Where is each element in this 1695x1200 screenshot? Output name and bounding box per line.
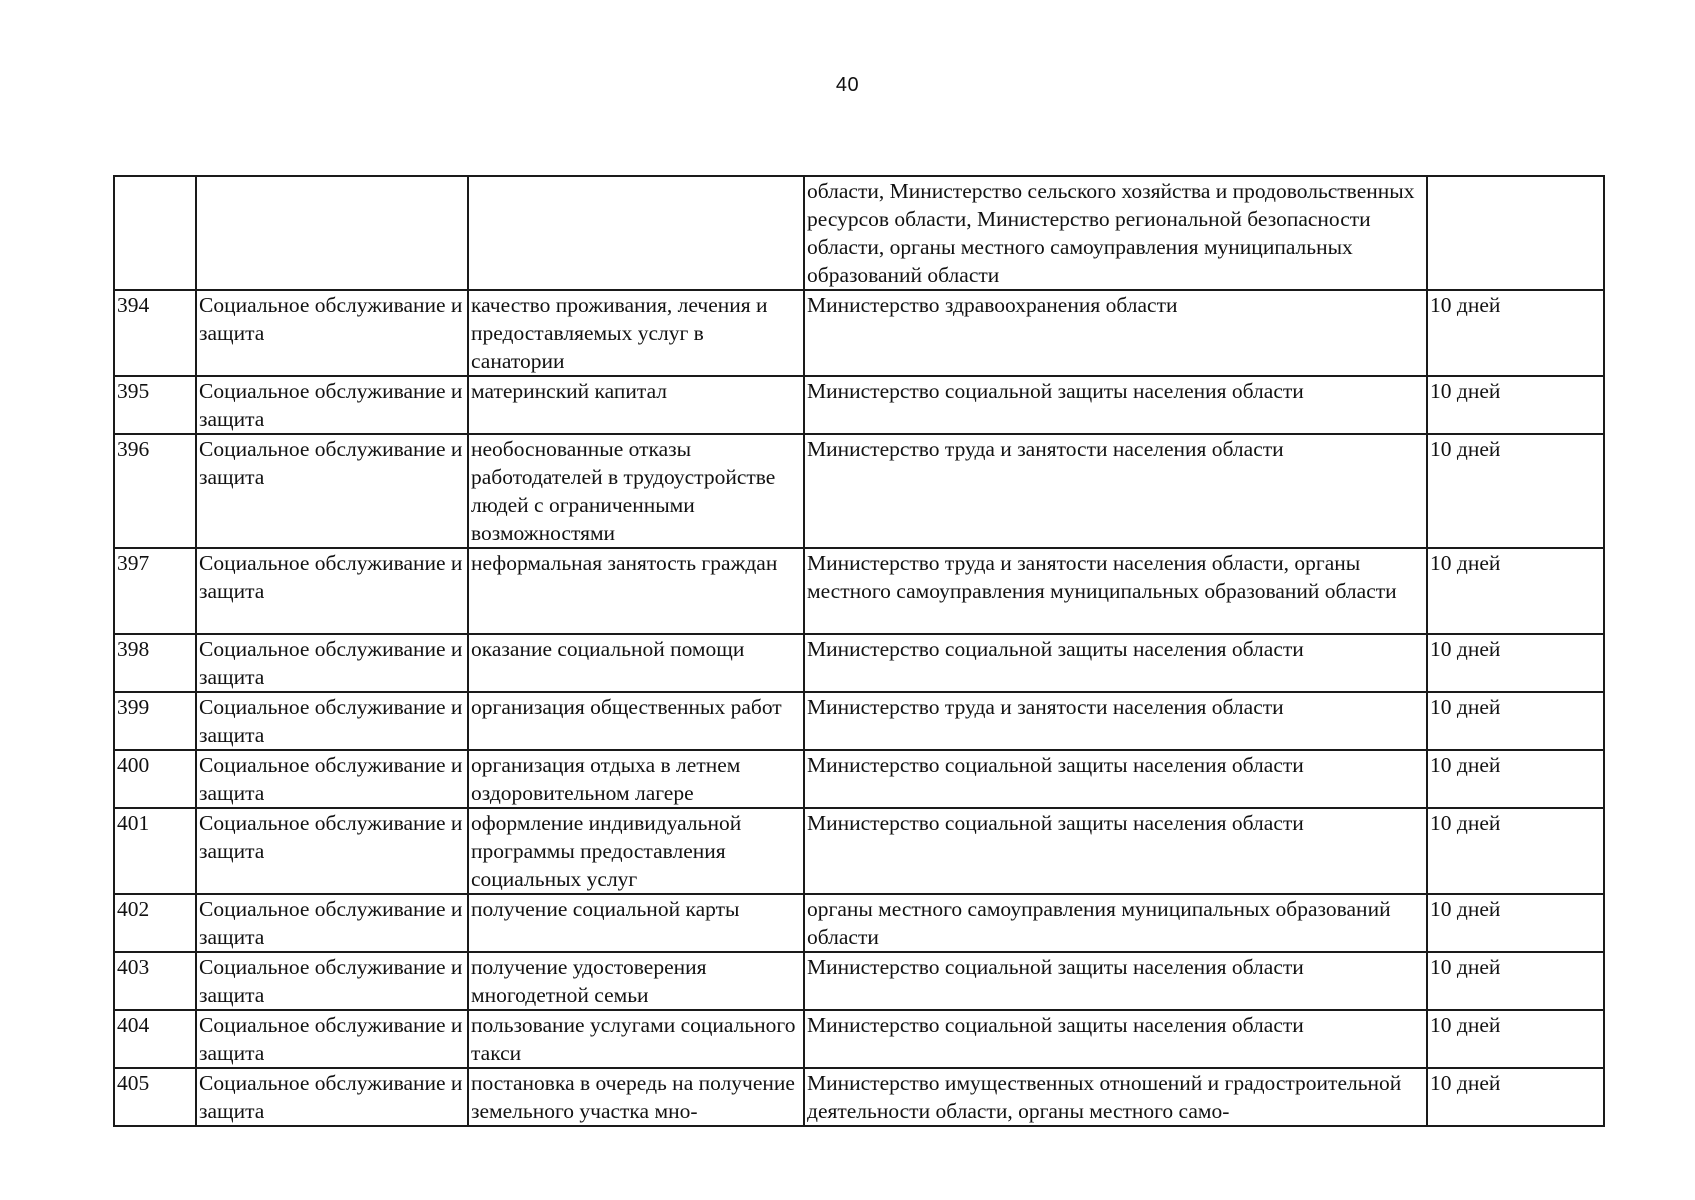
responsible-body-cell: Министерство социальной защиты населения области: [804, 750, 1427, 808]
responsible-body-cell: Министерство имущественных отношений и градостроительной деятельности области, органы местного само-: [804, 1068, 1427, 1126]
term-cell: 10 дней: [1427, 548, 1604, 634]
term-cell: [1427, 176, 1604, 290]
term-cell: 10 дней: [1427, 1068, 1604, 1126]
topic-cell: Социальное обслуживание и защита: [196, 894, 468, 952]
row-number-cell: 403: [114, 952, 196, 1010]
issue-cell: получение социальной карты: [468, 894, 804, 952]
topic-cell: Социальное обслуживание и защита: [196, 434, 468, 548]
table-body: [114, 176, 1604, 1126]
issue-cell: постановка в очередь на получение земельного участка мно-: [468, 1068, 804, 1126]
responsible-body-cell: Министерство социальной защиты населения области: [804, 808, 1427, 894]
term-cell: 10 дней: [1427, 376, 1604, 434]
topic-cell: Социальное обслуживание и защита: [196, 952, 468, 1010]
issue-cell: пользование услугами социального такси: [468, 1010, 804, 1068]
page-number: 40: [835, 74, 860, 96]
issue-cell: качество проживания, лечения и предоставляемых услуг в санатории: [468, 290, 804, 376]
row-number-cell: 402: [114, 894, 196, 952]
row-number-cell: 400: [114, 750, 196, 808]
issue-cell: организация общественных работ: [468, 692, 804, 750]
responsible-body-cell: Министерство труда и занятости населения области: [804, 434, 1427, 548]
term-cell: 10 дней: [1427, 894, 1604, 952]
responsible-body-cell: Министерство труда и занятости населения области, органы местного самоуправления муниципальных образований области: [804, 548, 1427, 634]
table-row: [114, 176, 1604, 290]
topic-cell: Социальное обслуживание и защита: [196, 290, 468, 376]
responsible-body-cell: Министерство социальной защиты населения области: [804, 634, 1427, 692]
term-cell: 10 дней: [1427, 750, 1604, 808]
issue-cell: [468, 176, 804, 290]
topic-cell: Социальное обслуживание и защита: [196, 750, 468, 808]
table-row: [114, 1068, 1604, 1126]
table-row: [114, 1010, 1604, 1068]
row-number-cell: 404: [114, 1010, 196, 1068]
table-row: [114, 750, 1604, 808]
table-row: [114, 634, 1604, 692]
term-cell: 10 дней: [1427, 290, 1604, 376]
classifier-table: [113, 175, 1605, 1127]
responsible-body-cell: органы местного самоуправления муниципальных образований области: [804, 894, 1427, 952]
topic-cell: Социальное обслуживание и защита: [196, 808, 468, 894]
table-row: [114, 290, 1604, 376]
term-cell: 10 дней: [1427, 1010, 1604, 1068]
row-number-cell: 395: [114, 376, 196, 434]
row-number-cell: 397: [114, 548, 196, 634]
term-cell: 10 дней: [1427, 434, 1604, 548]
table-row: [114, 692, 1604, 750]
issue-cell: неформальная занятость граждан: [468, 548, 804, 634]
row-number-cell: 394: [114, 290, 196, 376]
responsible-body-cell: Министерство социальной защиты населения области: [804, 376, 1427, 434]
term-cell: 10 дней: [1427, 808, 1604, 894]
row-number-cell: 405: [114, 1068, 196, 1126]
responsible-body-cell: Министерство социальной защиты населения области: [804, 952, 1427, 1010]
topic-cell: Социальное обслуживание и защита: [196, 1010, 468, 1068]
issue-cell: необоснованные отказы работодателей в трудоустройстве людей с ограниченными возможностями: [468, 434, 804, 548]
responsible-body-cell: области, Министерство сельского хозяйства и продовольственных ресурсов области, Министерство региональной безопасности области, органы местного самоуправления муниципальных образований области: [804, 176, 1427, 290]
responsible-body-cell: Министерство социальной защиты населения области: [804, 1010, 1427, 1068]
issue-cell: организация отдыха в летнем оздоровительном лагере: [468, 750, 804, 808]
topic-cell: Социальное обслуживание и защита: [196, 692, 468, 750]
row-number-cell: 399: [114, 692, 196, 750]
table-row: [114, 548, 1604, 634]
issue-cell: получение удостоверения многодетной семьи: [468, 952, 804, 1010]
row-number-cell: 396: [114, 434, 196, 548]
row-number-cell: 398: [114, 634, 196, 692]
topic-cell: [196, 176, 468, 290]
table-row: [114, 376, 1604, 434]
table-row: [114, 434, 1604, 548]
table-row: [114, 894, 1604, 952]
issue-cell: оказание социальной помощи: [468, 634, 804, 692]
table-row: [114, 808, 1604, 894]
topic-cell: Социальное обслуживание и защита: [196, 634, 468, 692]
row-number-cell: 401: [114, 808, 196, 894]
topic-cell: Социальное обслуживание и защита: [196, 548, 468, 634]
table-row: [114, 952, 1604, 1010]
issue-cell: оформление индивидуальной программы предоставления социальных услуг: [468, 808, 804, 894]
term-cell: 10 дней: [1427, 692, 1604, 750]
responsible-body-cell: Министерство труда и занятости населения области: [804, 692, 1427, 750]
responsible-body-cell: Министерство здравоохранения области: [804, 290, 1427, 376]
term-cell: 10 дней: [1427, 634, 1604, 692]
topic-cell: Социальное обслуживание и защита: [196, 376, 468, 434]
topic-cell: Социальное обслуживание и защита: [196, 1068, 468, 1126]
term-cell: 10 дней: [1427, 952, 1604, 1010]
issue-cell: материнский капитал: [468, 376, 804, 434]
row-number-cell: [114, 176, 196, 290]
